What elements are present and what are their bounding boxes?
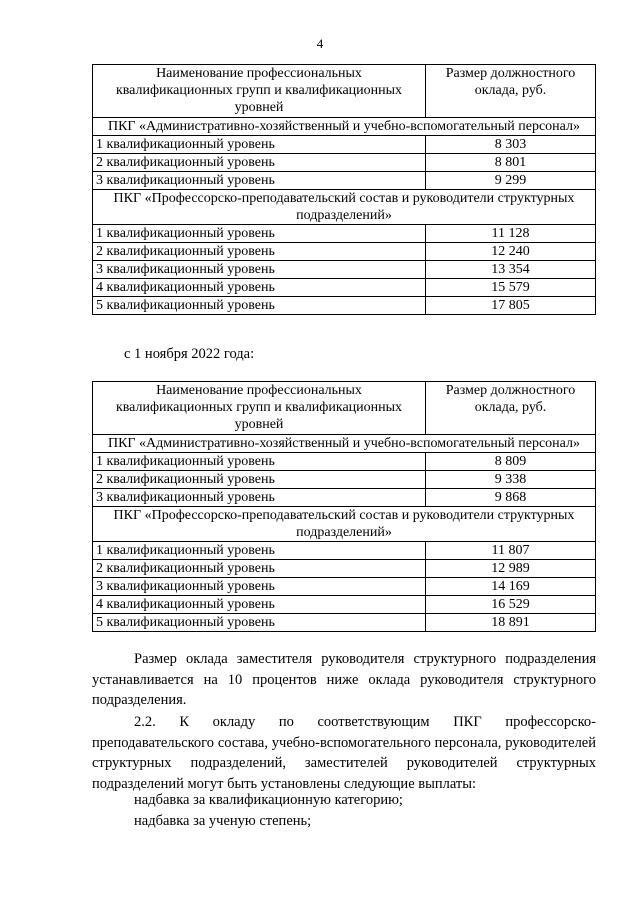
table-row bbox=[93, 225, 596, 243]
salary-cell: 9 868 bbox=[426, 489, 596, 507]
salary-cell: 9 338 bbox=[426, 471, 596, 489]
salary-cell: 9 299 bbox=[426, 172, 596, 190]
level-cell: 2 квалификационный уровень bbox=[93, 154, 426, 172]
list-item: надбавка за квалификационную категорию; bbox=[134, 792, 403, 808]
salary-cell: 8 303 bbox=[426, 136, 596, 154]
level-cell: 1 квалификационный уровень bbox=[93, 453, 426, 471]
level-cell: 5 квалификационный уровень bbox=[93, 614, 426, 632]
table-row bbox=[93, 243, 596, 261]
header-salary: Размер должностного оклада, руб. bbox=[426, 382, 596, 435]
effective-date-text: с 1 ноября 2022 года: bbox=[124, 346, 255, 362]
group-title: ПКГ «Административно-хозяйственный и учебно-вспомогательный персонал» bbox=[93, 118, 596, 136]
deputy-salary-paragraph bbox=[92, 649, 596, 711]
level-cell: 3 квалификационный уровень bbox=[93, 172, 426, 190]
table-row bbox=[93, 136, 596, 154]
group-title: ПКГ «Профессорско-преподавательский состав и руководители структурных подразделений» bbox=[93, 190, 596, 225]
salary-cell: 12 240 bbox=[426, 243, 596, 261]
salary-cell: 17 805 bbox=[426, 297, 596, 315]
table-row bbox=[93, 614, 596, 632]
list-item: надбавка за ученую степень; bbox=[134, 813, 312, 829]
group-title: ПКГ «Административно-хозяйственный и учебно-вспомогательный персонал» bbox=[93, 435, 596, 453]
group-title: ПКГ «Профессорско-преподавательский состав и руководители структурных подразделений» bbox=[93, 507, 596, 542]
level-cell: 3 квалификационный уровень bbox=[93, 489, 426, 507]
table-row bbox=[93, 542, 596, 560]
group-row bbox=[93, 190, 596, 225]
salary-cell: 16 529 bbox=[426, 596, 596, 614]
table-row bbox=[93, 172, 596, 190]
table-row bbox=[93, 154, 596, 172]
level-cell: 4 квалификационный уровень bbox=[93, 596, 426, 614]
table-header-row bbox=[93, 65, 596, 118]
salary-cell: 8 801 bbox=[426, 154, 596, 172]
table-row bbox=[93, 489, 596, 507]
group-row bbox=[93, 118, 596, 136]
table-row bbox=[93, 297, 596, 315]
salary-cell: 11 128 bbox=[426, 225, 596, 243]
level-cell: 2 квалификационный уровень bbox=[93, 560, 426, 578]
salary-cell: 18 891 bbox=[426, 614, 596, 632]
salary-cell: 15 579 bbox=[426, 279, 596, 297]
level-cell: 2 квалификационный уровень bbox=[93, 471, 426, 489]
group-row bbox=[93, 435, 596, 453]
level-cell: 1 квалификационный уровень bbox=[93, 225, 426, 243]
deputy-salary-text: Размер оклада заместителя руководителя структурного подразделения устанавливается на 10 процентов ниже оклада руководителя структурного подразделения. bbox=[92, 651, 596, 708]
level-cell: 4 квалификационный уровень bbox=[93, 279, 426, 297]
table-header-row bbox=[93, 382, 596, 435]
salary-cell: 14 169 bbox=[426, 578, 596, 596]
header-qualification-groups: Наименование профессиональных квалификационных групп и квалификационных уровней bbox=[93, 382, 426, 435]
level-cell: 5 квалификационный уровень bbox=[93, 297, 426, 315]
page-number: 4 bbox=[316, 36, 324, 51]
salary-cell: 13 354 bbox=[426, 261, 596, 279]
table-row bbox=[93, 578, 596, 596]
level-cell: 1 квалификационный уровень bbox=[93, 136, 426, 154]
table-row bbox=[93, 279, 596, 297]
salary-cell: 12 989 bbox=[426, 560, 596, 578]
header-salary: Размер должностного оклада, руб. bbox=[426, 65, 596, 118]
level-cell: 3 квалификационный уровень bbox=[93, 261, 426, 279]
table-row bbox=[93, 453, 596, 471]
header-qualification-groups: Наименование профессиональных квалификационных групп и квалификационных уровней bbox=[93, 65, 426, 118]
table-row bbox=[93, 471, 596, 489]
table-row bbox=[93, 560, 596, 578]
level-cell: 1 квалификационный уровень bbox=[93, 542, 426, 560]
table-row bbox=[93, 596, 596, 614]
clause-2-2-text: 2.2. К окладу по соответствующим ПКГ профессорско-преподавательского состава, учебно-вспомогательного персонала, руководителей структурных подразделений, заместителей руководителей структурных подразделений могут быть установлены следующие выплаты: bbox=[92, 714, 596, 792]
salary-table-current bbox=[92, 64, 596, 315]
salary-table-november-2022 bbox=[92, 381, 596, 632]
group-row bbox=[93, 507, 596, 542]
table-row bbox=[93, 261, 596, 279]
salary-cell: 11 807 bbox=[426, 542, 596, 560]
clause-2-2-paragraph bbox=[92, 712, 596, 794]
level-cell: 3 квалификационный уровень bbox=[93, 578, 426, 596]
salary-cell: 8 809 bbox=[426, 453, 596, 471]
level-cell: 2 квалификационный уровень bbox=[93, 243, 426, 261]
